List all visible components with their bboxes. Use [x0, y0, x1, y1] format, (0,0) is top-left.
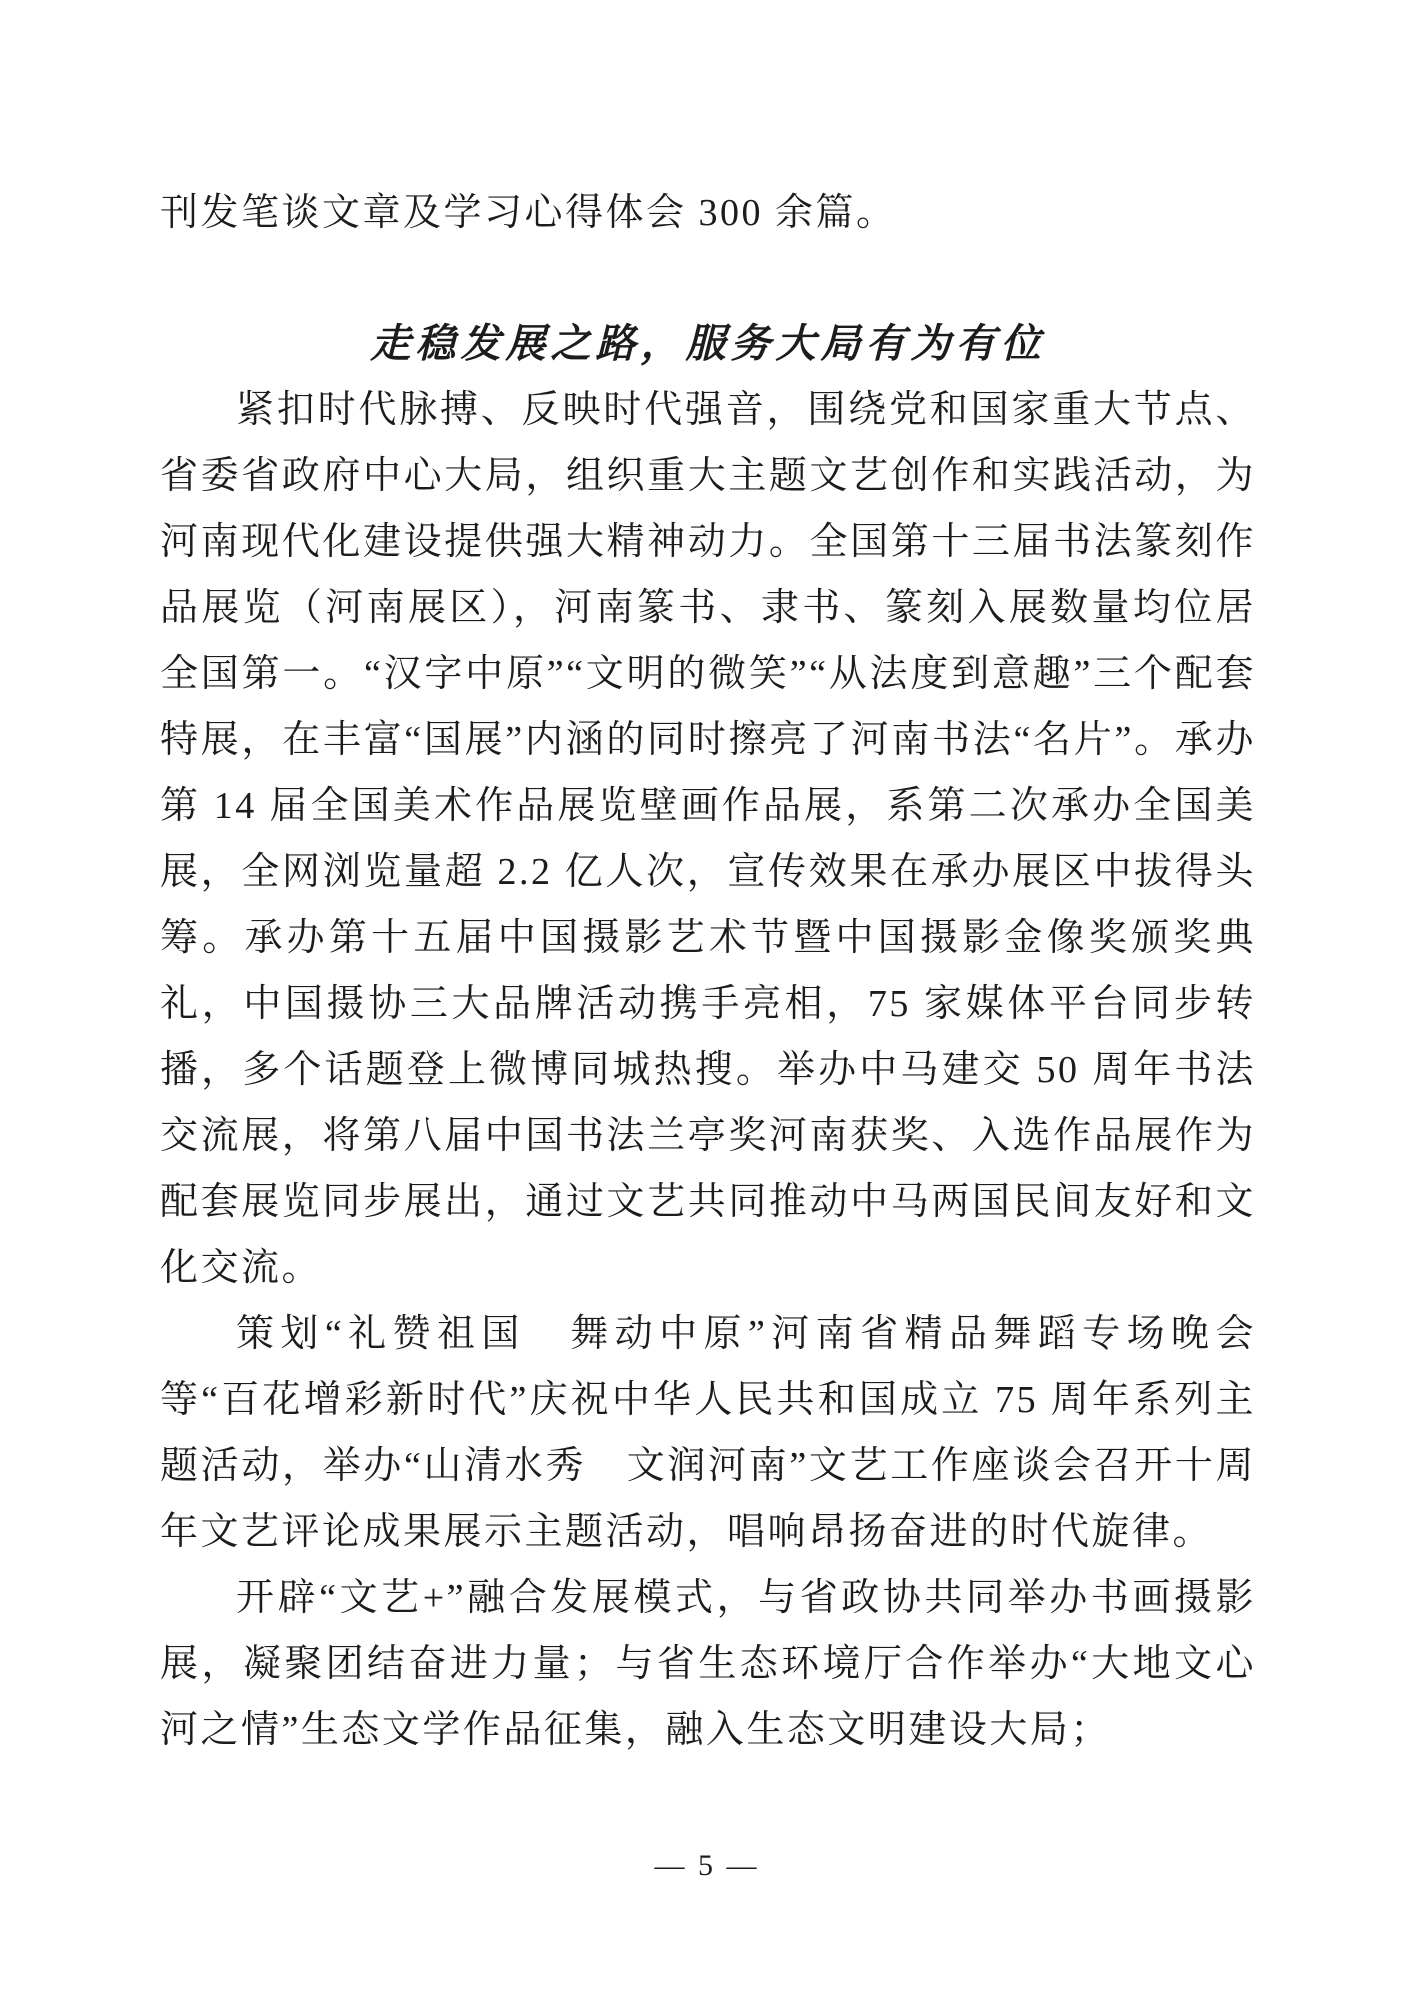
page-number: — 5 —	[654, 1849, 760, 1882]
paragraph: 开辟“文艺+”融合发展模式，与省政协共同举办书画摄影展，凝聚团结奋进力量；与省生态环境厅合作举办“大地文心 河之情”生态文学作品征集，融入生态文明建设大局；	[160, 1577, 1297, 1751]
paragraph: 策划“礼赞祖国 舞动中原”河南省精品舞蹈专场晚会等“百花增彩新时代”庆祝中华人民共和国成立 75 周年系列主题活动，举办“山清水秀 文润河南”文艺工作座谈会召开十周年文艺评论成果展示主题活动，唱响昂扬奋进的时代旋律。	[160, 1313, 1256, 1553]
paragraph: 紧扣时代脉搏、反映时代强音，围绕党和国家重大节点、省委省政府中心大局，组织重大主题文艺创作和实践活动，为河南现代化建设提供强大精神动力。全国第十三届书法篆刻作品展览（河南展区），河南篆书、隶书、篆刻入展数量均位居全国第一。“汉字中原”“文明的微笑”“从法度到意趣”三个配套特展，在丰富“国展”内涵的同时擦亮了河南书法“名片”。承办第 14 届全国美术作品展览壁画作品展，系第二次承办全国美展，全网浏览量超 2.2 亿人次，宣传效果在承办展区中拔得头筹。承办第十五届中国摄影艺术节暨中国摄影金像奖颁奖典礼，中国摄协三大品牌活动携手亮相，75 家媒体平台同步转播，多个话题登上微博同城热搜。举办中马建交 50 周年书法交流展，将第八届中国书法兰亭奖河南获奖、入选作品展作为配套展览同步展出，通过文艺共同推动中马两国民间友好和文化交流。	[160, 389, 1256, 1289]
document-body	[160, 180, 1297, 1763]
paragraph-continuation: 刊发笔谈文章及学习心得体会 300 余篇。	[160, 192, 897, 234]
section-heading: 走稳发展之路，服务大局有为有位	[370, 321, 1046, 366]
